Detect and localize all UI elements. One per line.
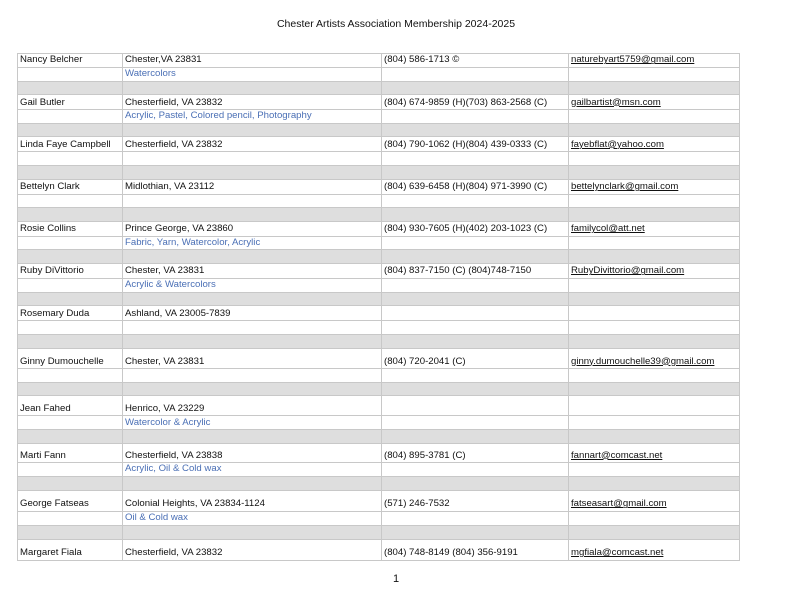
spacer-cell: [18, 382, 123, 396]
spacer-cell: [569, 430, 740, 444]
member-row: [18, 54, 740, 68]
member-email-cell: [569, 444, 740, 463]
member-phone: (804) 639-6458 (H)(804) 971-3990 (C): [384, 180, 548, 192]
member-phone-cell: [382, 444, 569, 463]
medium-row-cell: [569, 194, 740, 208]
member-address: Colonial Heights, VA 23834-1124: [125, 498, 265, 510]
medium-row-cell: [18, 236, 123, 250]
member-medium-row: [18, 416, 740, 430]
spacer-cell: [18, 250, 123, 264]
spacer-cell: [18, 208, 123, 222]
spacer-cell: [569, 476, 740, 490]
medium-row-cell: [569, 321, 740, 335]
spacer-cell: [18, 123, 123, 137]
member-phone-cell: [382, 137, 569, 152]
member-medium: Watercolors: [125, 68, 176, 79]
member-email[interactable]: ginny.dumouchelle39@gmail.com: [571, 355, 715, 367]
member-name: Ruby DiVittorio: [20, 265, 84, 277]
medium-row-cell: [123, 152, 382, 166]
spacer-cell: [123, 476, 382, 490]
medium-row-cell: [123, 110, 382, 124]
member-row: [18, 95, 740, 110]
spacer-row: [18, 81, 740, 95]
member-address-cell: [123, 306, 382, 321]
medium-row-cell: [569, 152, 740, 166]
member-email-cell: [569, 95, 740, 110]
member-medium: Acrylic, Oil & Cold wax: [125, 463, 222, 475]
spacer-cell: [382, 476, 569, 490]
member-row: [18, 179, 740, 194]
spacer-cell: [382, 250, 569, 264]
spacer-row: [18, 335, 740, 349]
spacer-cell: [569, 250, 740, 264]
spacer-cell: [123, 382, 382, 396]
member-row: [18, 137, 740, 152]
spacer-cell: [18, 165, 123, 179]
medium-row-cell: [382, 369, 569, 383]
spacer-row: [18, 123, 740, 137]
member-phone: (804) 586-1713 ©: [384, 54, 460, 66]
member-name-cell: [18, 54, 123, 68]
member-medium-row: [18, 511, 740, 525]
member-phone: (804) 930-7605 (H)(402) 203-1023 (C): [384, 223, 548, 235]
spacer-cell: [123, 335, 382, 349]
member-phone: (804) 895-3781 (C): [384, 449, 466, 461]
member-name: Rosemary Duda: [20, 307, 90, 319]
medium-row-cell: [18, 369, 123, 383]
spacer-cell: [18, 81, 123, 95]
medium-row-cell: [382, 416, 569, 430]
medium-row-cell: [123, 321, 382, 335]
member-row: [18, 444, 740, 463]
member-name-cell: [18, 179, 123, 194]
member-row: [18, 349, 740, 369]
medium-row-cell: [123, 194, 382, 208]
member-medium-row: [18, 278, 740, 292]
medium-row-cell: [123, 236, 382, 250]
medium-row-cell: [123, 68, 382, 82]
spacer-row: [18, 382, 740, 396]
spacer-cell: [18, 476, 123, 490]
member-phone: (804) 748-8149 (804) 356-9191: [384, 546, 518, 558]
spacer-cell: [382, 208, 569, 222]
member-medium: Oil & Cold wax: [125, 511, 188, 523]
spacer-cell: [569, 382, 740, 396]
spacer-cell: [382, 123, 569, 137]
member-phone-cell: [382, 396, 569, 416]
member-address-cell: [123, 349, 382, 369]
member-email-cell: [569, 306, 740, 321]
spacer-cell: [123, 525, 382, 539]
member-email-cell: [569, 221, 740, 236]
medium-row-cell: [123, 416, 382, 430]
spacer-cell: [569, 208, 740, 222]
spacer-cell: [569, 335, 740, 349]
spacer-cell: [18, 525, 123, 539]
medium-row-cell: [18, 152, 123, 166]
member-phone: (804) 837-7150 (C) (804)748-7150: [384, 265, 532, 277]
member-name: Nancy Belcher: [20, 54, 83, 66]
spacer-cell: [18, 335, 123, 349]
member-email[interactable]: fayebflat@yahoo.com: [571, 138, 664, 150]
member-email-cell: [569, 54, 740, 68]
member-name-cell: [18, 490, 123, 511]
medium-row-cell: [18, 416, 123, 430]
spacer-cell: [382, 165, 569, 179]
member-medium: Watercolor & Acrylic: [125, 416, 211, 428]
spacer-row: [18, 476, 740, 490]
medium-row-cell: [18, 68, 123, 82]
medium-row-cell: [569, 110, 740, 124]
member-name-cell: [18, 349, 123, 369]
member-phone: (804) 790-1062 (H)(804) 439-0333 (C): [384, 138, 548, 150]
spacer-cell: [123, 165, 382, 179]
member-name-cell: [18, 306, 123, 321]
member-name-cell: [18, 444, 123, 463]
member-name: Rosie Collins: [20, 223, 76, 235]
member-row: [18, 490, 740, 511]
member-phone: (804) 720-2041 (C): [384, 355, 466, 367]
member-address-cell: [123, 137, 382, 152]
member-email-cell: [569, 137, 740, 152]
member-row: [18, 221, 740, 236]
member-phone-cell: [382, 539, 569, 560]
spacer-cell: [382, 81, 569, 95]
medium-row-cell: [382, 321, 569, 335]
spacer-cell: [569, 165, 740, 179]
member-email[interactable]: familycol@att.net: [571, 223, 645, 235]
spacer-cell: [382, 525, 569, 539]
medium-row-cell: [382, 463, 569, 477]
medium-row-cell: [123, 278, 382, 292]
spacer-cell: [123, 123, 382, 137]
medium-row-cell: [18, 278, 123, 292]
medium-row-cell: [123, 463, 382, 477]
spacer-cell: [382, 335, 569, 349]
member-address-cell: [123, 95, 382, 110]
member-name: Jean Fahed: [20, 402, 71, 414]
medium-row-cell: [123, 369, 382, 383]
medium-row-cell: [18, 321, 123, 335]
medium-row-cell: [18, 511, 123, 525]
medium-row-cell: [382, 194, 569, 208]
medium-row-cell: [569, 416, 740, 430]
medium-row-cell: [18, 110, 123, 124]
member-phone-cell: [382, 95, 569, 110]
member-phone-cell: [382, 221, 569, 236]
spacer-cell: [123, 430, 382, 444]
medium-row-cell: [123, 511, 382, 525]
medium-row-cell: [569, 278, 740, 292]
member-address-cell: [123, 179, 382, 194]
member-medium-row: [18, 110, 740, 124]
member-address-cell: [123, 263, 382, 278]
member-email[interactable]: gailbartist@msn.com: [571, 96, 661, 108]
spacer-cell: [382, 382, 569, 396]
member-name: Bettelyn Clark: [20, 180, 80, 192]
member-row: [18, 539, 740, 560]
member-address: Chesterfield, VA 23838: [125, 449, 223, 461]
medium-row-cell: [569, 68, 740, 82]
member-row: [18, 306, 740, 321]
member-name-cell: [18, 539, 123, 560]
member-address: Chesterfield, VA 23832: [125, 96, 223, 108]
member-medium-row: [18, 369, 740, 383]
member-medium: Acrylic & Watercolors: [125, 278, 216, 290]
member-email[interactable]: naturebyart5759@gmail.com: [571, 54, 695, 66]
member-name: Margaret Fiala: [20, 546, 82, 558]
member-name: Ginny Dumouchelle: [20, 355, 104, 367]
medium-row-cell: [18, 463, 123, 477]
medium-row-cell: [382, 511, 569, 525]
member-medium-row: [18, 152, 740, 166]
member-address: Chesterfield, VA 23832: [125, 138, 223, 150]
member-medium-row: [18, 236, 740, 250]
spacer-row: [18, 165, 740, 179]
medium-row-cell: [382, 110, 569, 124]
membership-table-body: [18, 54, 740, 561]
member-email-cell: [569, 263, 740, 278]
medium-row-cell: [569, 369, 740, 383]
member-phone-cell: [382, 54, 569, 68]
member-name: Linda Faye Campbell: [20, 138, 111, 150]
member-name-cell: [18, 137, 123, 152]
member-address-cell: [123, 54, 382, 68]
medium-row-cell: [382, 68, 569, 82]
member-email[interactable]: mgfiala@comcast.net: [571, 546, 664, 558]
member-phone-cell: [382, 263, 569, 278]
spacer-cell: [382, 430, 569, 444]
member-address-cell: [123, 539, 382, 560]
member-name: Marti Fann: [20, 449, 66, 461]
member-email-cell: [569, 179, 740, 194]
medium-row-cell: [569, 511, 740, 525]
member-address: Chester, VA 23831: [125, 265, 205, 277]
member-address: Ashland, VA 23005-7839: [125, 307, 231, 319]
member-medium: Fabric, Yarn, Watercolor, Acrylic: [125, 236, 261, 248]
spacer-row: [18, 208, 740, 222]
member-name: George Fatseas: [20, 498, 89, 510]
spacer-cell: [123, 81, 382, 95]
medium-row-cell: [382, 236, 569, 250]
member-address: Chester, VA 23831: [125, 355, 205, 367]
medium-row-cell: [18, 194, 123, 208]
spacer-row: [18, 292, 740, 306]
member-address-cell: [123, 396, 382, 416]
spacer-cell: [123, 250, 382, 264]
member-address: Chesterfield, VA 23832: [125, 546, 223, 558]
medium-row-cell: [569, 463, 740, 477]
document-title: Chester Artists Association Membership 2024-2025: [276, 18, 516, 30]
member-medium: Acrylic, Pastel, Colored pencil, Photography: [125, 110, 312, 122]
member-phone-cell: [382, 179, 569, 194]
member-address-cell: [123, 444, 382, 463]
member-name-cell: [18, 95, 123, 110]
spacer-cell: [569, 525, 740, 539]
member-address: Midlothian, VA 23112: [125, 180, 215, 192]
member-email-cell: [569, 349, 740, 369]
member-medium-row: [18, 463, 740, 477]
member-medium-row: [18, 194, 740, 208]
member-email-cell: [569, 490, 740, 511]
member-email[interactable]: fannart@comcast.net: [571, 449, 663, 461]
member-email-cell: [569, 539, 740, 560]
spacer-row: [18, 430, 740, 444]
spacer-cell: [18, 292, 123, 306]
member-phone-cell: [382, 490, 569, 511]
member-email[interactable]: fatseasart@gmail.com: [571, 498, 667, 510]
member-address: Henrico, VA 23229: [125, 402, 205, 414]
member-medium-row: [18, 68, 740, 82]
member-name: Gail Butler: [20, 96, 65, 108]
spacer-cell: [18, 430, 123, 444]
spacer-cell: [123, 292, 382, 306]
member-email[interactable]: RubyDivittorio@gmail.com: [571, 265, 685, 277]
member-email[interactable]: bettelynclark@gmail.com: [571, 180, 679, 192]
membership-table: [17, 53, 740, 561]
member-address: Prince George, VA 23860: [125, 223, 234, 235]
member-name-cell: [18, 396, 123, 416]
member-row: [18, 263, 740, 278]
member-address-cell: [123, 221, 382, 236]
spacer-cell: [569, 292, 740, 306]
member-name-cell: [18, 263, 123, 278]
member-phone: (804) 674-9859 (H)(703) 863-2568 (C): [384, 96, 548, 108]
member-name-cell: [18, 221, 123, 236]
member-phone-cell: [382, 306, 569, 321]
member-email-cell: [569, 396, 740, 416]
medium-row-cell: [569, 236, 740, 250]
spacer-row: [18, 525, 740, 539]
spacer-cell: [569, 123, 740, 137]
member-row: [18, 396, 740, 416]
member-phone-cell: [382, 349, 569, 369]
medium-row-cell: [382, 152, 569, 166]
medium-row-cell: [382, 278, 569, 292]
spacer-cell: [569, 81, 740, 95]
page-number: 1: [392, 573, 400, 585]
member-phone: (571) 246-7532: [384, 498, 450, 510]
member-medium-row: [18, 321, 740, 335]
spacer-row: [18, 250, 740, 264]
spacer-cell: [382, 292, 569, 306]
member-address: Chester,VA 23831: [125, 54, 202, 66]
member-address-cell: [123, 490, 382, 511]
spacer-cell: [123, 208, 382, 222]
